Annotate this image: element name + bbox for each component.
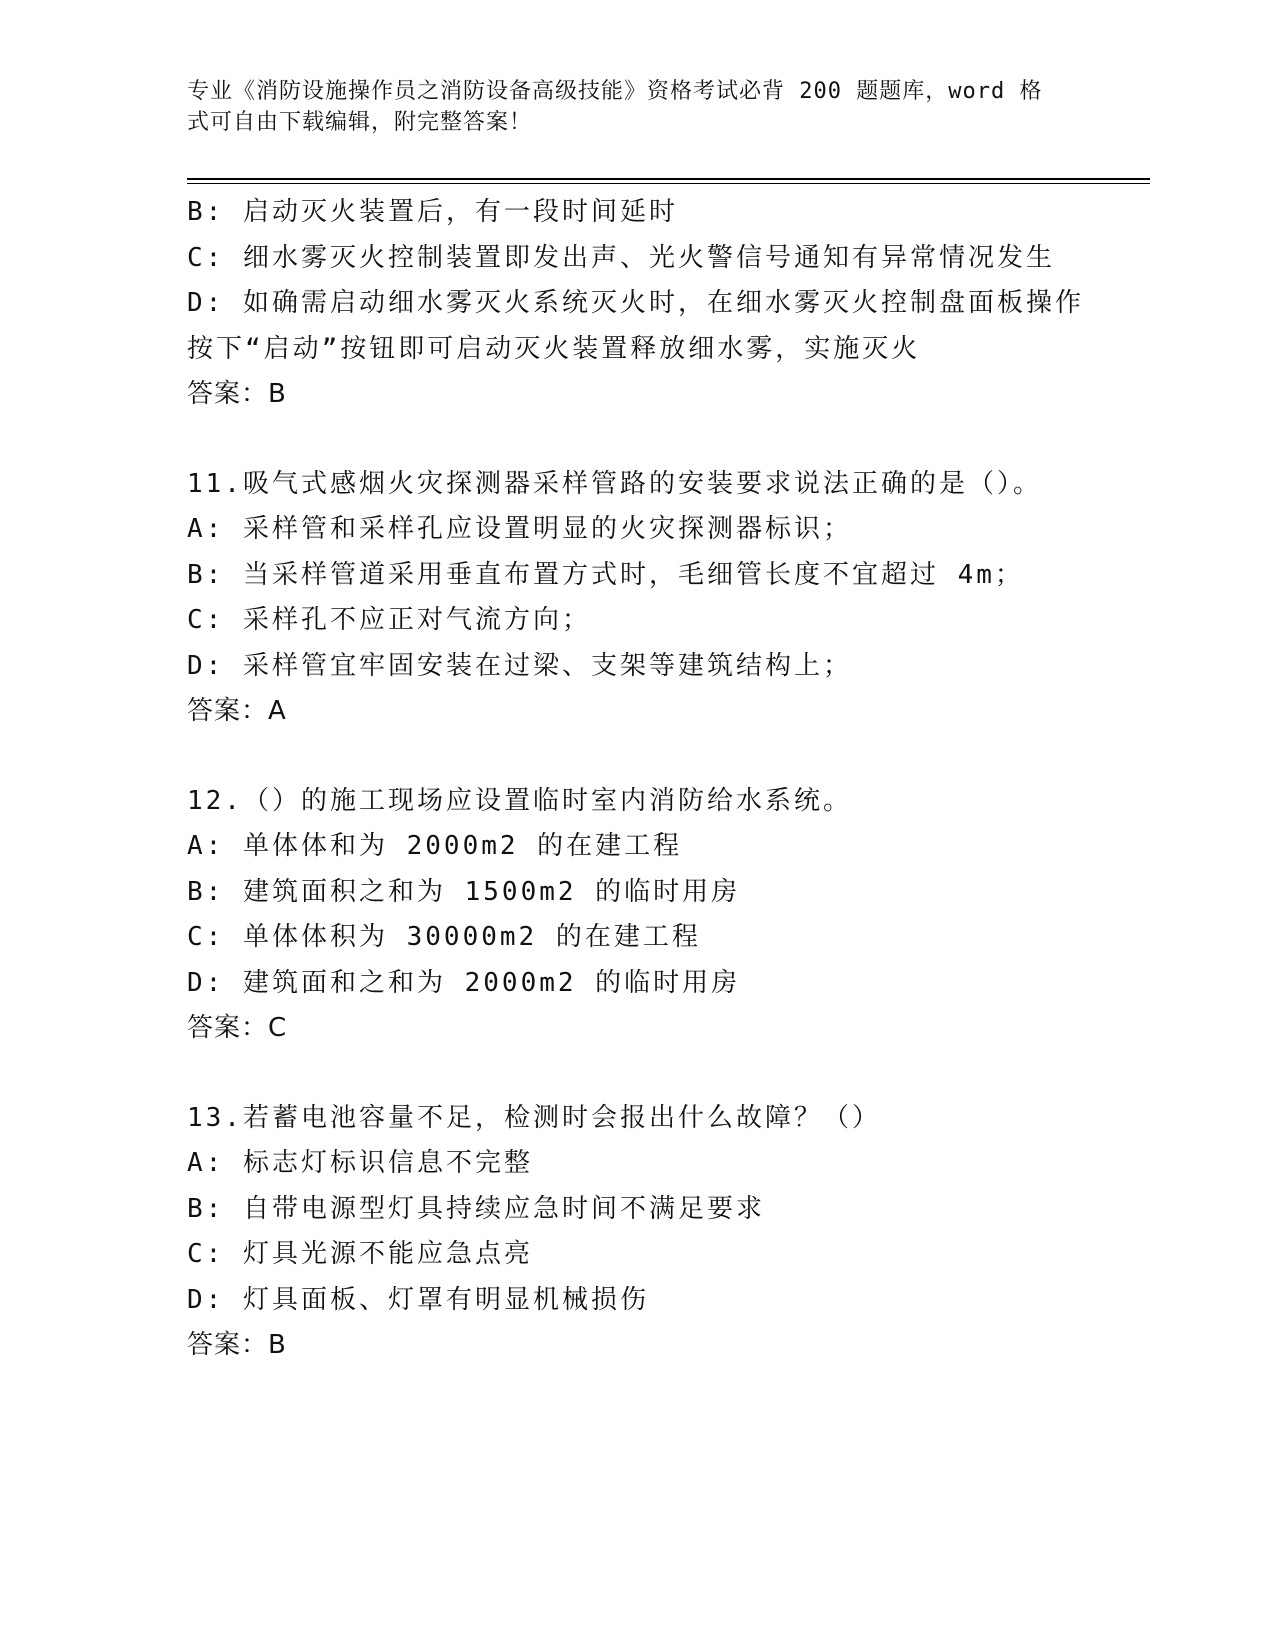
header-divider-thick [187, 178, 1150, 180]
header-line-1: 专业《消防设施操作员之消防设备高级技能》资格考试必背 200 题题库，word 格 [187, 79, 1043, 104]
option-d: D: 采样管宜牢固安装在过梁、支架等建筑结构上； [187, 650, 852, 681]
question-11 [187, 462, 1087, 735]
answer-line: 答案：C [187, 1013, 288, 1043]
option-c: C: 灯具光源不能应急点亮 [187, 1239, 533, 1269]
answer-line: 答案：B [187, 1330, 287, 1360]
option-d: D: 灯具面板、灯罩有明显机械损伤 [187, 1284, 649, 1315]
option-c: C: 细水雾灭火控制装置即发出声、光火警信号通知有异常情况发生 [187, 242, 1055, 273]
question-text: 12.（）的施工现场应设置临时室内消防给水系统。 [187, 785, 852, 816]
question-text: 13.若蓄电池容量不足，检测时会报出什么故障？（） [187, 1102, 881, 1133]
option-b: B: 启动灭火装置后，有一段时间延时 [187, 197, 678, 227]
option-d: D: 建筑面和之和为 2000m2 的临时用房 [187, 967, 741, 998]
option-c: C: 单体体积为 30000m2 的在建工程 [187, 922, 701, 952]
option-b: B: 自带电源型灯具持续应急时间不满足要求 [187, 1193, 765, 1224]
option-d: D: 如确需启动细水雾灭火系统灭火时，在细水雾灭火控制盘面板操作 [187, 288, 1084, 318]
option-b: B: 建筑面积之和为 1500m2 的临时用房 [187, 876, 741, 907]
question-13 [187, 1096, 1087, 1369]
option-a: A: 单体体和为 2000m2 的在建工程 [187, 831, 683, 861]
answer-line: 答案：B [187, 379, 287, 409]
answer-line: 答案：A [187, 696, 287, 726]
option-c: C: 采样孔不应正对气流方向； [187, 605, 591, 635]
header-divider-thin [187, 183, 1150, 184]
option-b: B: 当采样管道采用垂直布置方式时，毛细管长度不宜超过 4m； [187, 559, 1024, 590]
question-12 [187, 779, 1087, 1052]
question-10-continued [187, 190, 1087, 418]
option-a: A: 采样管和采样孔应设置明显的火灾探测器标识； [187, 514, 852, 544]
document-header [187, 76, 1067, 138]
option-a: A: 标志灯标识信息不完整 [187, 1148, 533, 1178]
header-line-2: 式可自由下载编辑，附完整答案！ [187, 110, 533, 135]
option-d-continued: 按下“启动”按钮即可启动灭火装置释放细水雾，实施灭火 [187, 333, 921, 364]
question-text: 11.吸气式感烟火灾探测器采样管路的安装要求说法正确的是（）。 [187, 468, 1042, 499]
question-list [187, 190, 1087, 1369]
